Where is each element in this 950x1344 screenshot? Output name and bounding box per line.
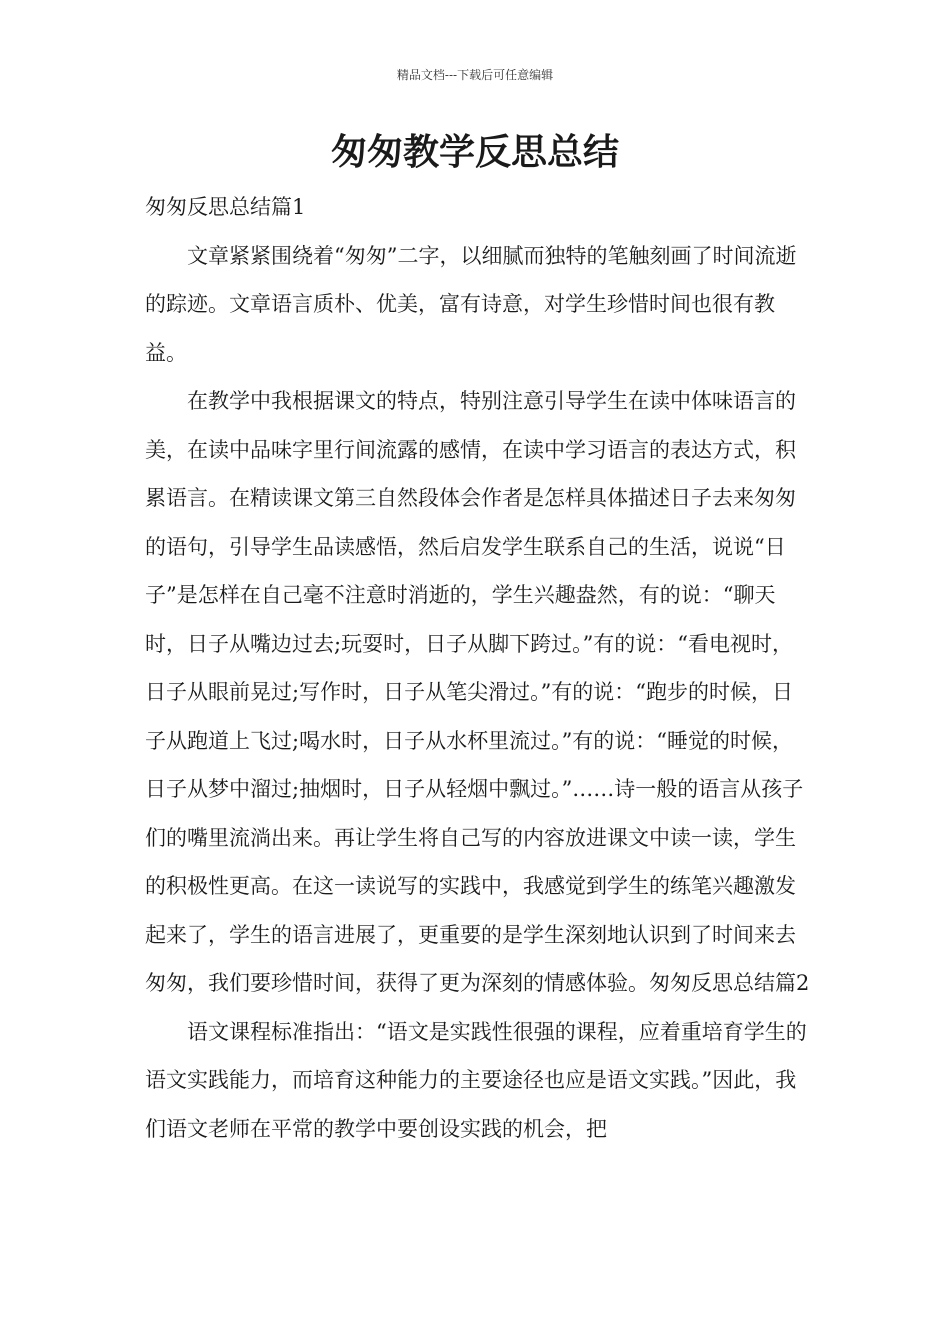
paragraph: 语文课程标准指出：“语文是实践性很强的课程，应着重培育学生的语文实践能力，而培育这种能力的主要途径也应是语文实践。”因此，我们语文老师在平常的教学中要创设实践的机会，把 bbox=[145, 1019, 807, 1141]
section-heading: 匆匆反思总结篇1 bbox=[145, 195, 306, 219]
paragraph: 文章紧紧围绕着“匆匆”二字，以细腻而独特的笔触刻画了时间流逝的踪迹。文章语言质朴、优美，富有诗意，对学生珍惜时间也很有教益。 bbox=[145, 243, 797, 365]
header-note: 精品文档---下载后可任意编辑 bbox=[396, 68, 554, 82]
paragraph: 在教学中我根据课文的特点，特别注意引导学生在读中体味语言的美，在读中品味字里行间流露的感情，在读中学习语言的表达方式，积累语言。在精读课文第三自然段体会作者是怎样具体描述日子去来匆匆的语句，引导学生品读感悟，然后启发学生联系自己的生活，说说“日子”是怎样在自己毫不注意时消逝的，学生兴趣盎然，有的说：“聊天时，日子从嘴边过去;玩耍时，日子从脚下跨过。”有的说：“看电视时，日子从眼前晃过;写作时，日子从笔尖滑过。”有的说：“跑步的时候，日子从跑道上飞过;喝水时，日子从水杯里流过。”有的说：“睡觉的时候，日子从梦中溜过;抽烟时，日子从轻烟中飘过。”……诗一般的语言从孩子们的嘴里流淌出来。再让学生将自己写的内容放进课文中读一读，学生的积极性更高。在这一读说写的实践中，我感觉到学生的练笔兴趣激发起来了，学生的语言进展了，更重要的是学生深刻地认识到了时间来去匆匆，我们要珍惜时间，获得了更为深刻的情感体验。匆匆反思总结篇2 bbox=[145, 389, 810, 995]
document-title: 匆匆教学反思总结 bbox=[330, 131, 619, 173]
document-body bbox=[145, 183, 813, 1153]
